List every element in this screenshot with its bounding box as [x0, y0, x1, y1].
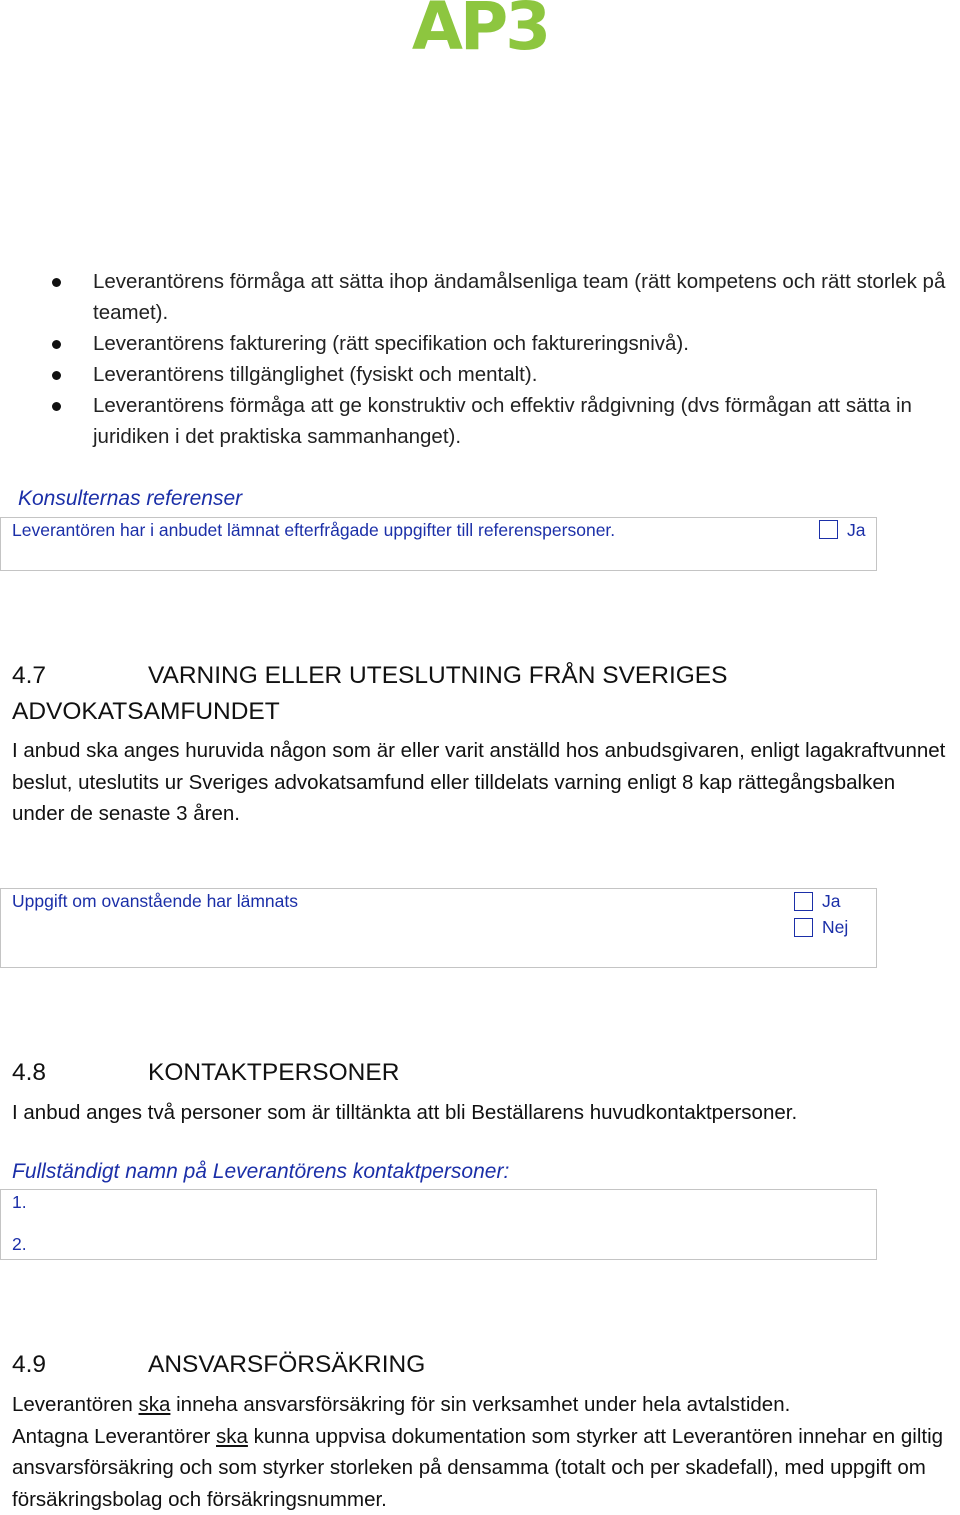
contacts-box: [0, 1189, 877, 1260]
bullet-icon: [52, 340, 61, 349]
references-yes-checkbox[interactable]: [819, 520, 838, 539]
advokatsamfund-no-label: Nej: [822, 917, 848, 938]
section-number: 4.9: [12, 1347, 148, 1383]
advokatsamfund-no-checkbox[interactable]: [794, 918, 813, 937]
bullet-icon: [52, 278, 61, 287]
list-item: Leverantörens tillgänglighet (fysiskt och mentalt).: [52, 359, 952, 390]
section-4-8-body: I anbud anges två personer som är tilltänkta att bli Beställarens huvudkontaktpersoner.: [12, 1097, 952, 1129]
insurance-line-2: Antagna Leverantörer ska kunna uppvisa dokumentation som styrker att Leverantören innehar en giltig ansvarsförsäkring och som styrker storleken på densamma (totalt och per skadefall), med uppgift om försäkringsbolag och försäkringsnummer.: [12, 1421, 952, 1515]
section-title: KONTAKTPERSONER: [148, 1059, 399, 1086]
references-heading: Konsulternas referenser: [18, 487, 242, 511]
references-yes-label: Ja: [847, 520, 865, 541]
section-number: 4.8: [12, 1055, 148, 1091]
contacts-subheading: Fullständigt namn på Leverantörens kontaktpersoner:: [12, 1160, 509, 1184]
advokatsamfund-label: Uppgift om ovanstående har lämnats: [12, 891, 298, 912]
contact-1-field[interactable]: 1.: [12, 1192, 27, 1213]
section-title-line1: VARNING ELLER UTESLUTNING FRÅN SVERIGES: [148, 662, 728, 689]
list-item: Leverantörens fakturering (rätt specifikation och faktureringsnivå).: [52, 328, 952, 359]
section-4-9-body: [12, 1389, 952, 1515]
bullet-icon: [52, 402, 61, 411]
insurance-line-1: Leverantören ska inneha ansvarsförsäkring för sin verksamhet under hela avtalstiden.: [12, 1389, 952, 1421]
section-4-8-heading: [12, 1055, 952, 1091]
section-title: ANSVARSFÖRSÄKRING: [148, 1351, 425, 1378]
section-4-7-heading: [12, 658, 952, 730]
list-item: Leverantörens förmåga att sätta ihop ändamålsenliga team (rätt kompetens och rätt storlek på teamet).: [52, 266, 952, 328]
section-title-line2: ADVOKATSAMFUNDET: [12, 698, 280, 725]
bullet-icon: [52, 371, 61, 380]
advokatsamfund-yes-label: Ja: [822, 891, 840, 912]
contact-2-field[interactable]: 2.: [12, 1234, 27, 1255]
list-item: Leverantörens förmåga att ge konstruktiv och effektiv rådgivning (dvs förmågan att sätta in juridiken i det praktiska sammanhanget).: [52, 390, 952, 452]
section-number: 4.7: [12, 658, 148, 694]
advokatsamfund-yes-checkbox[interactable]: [794, 892, 813, 911]
section-4-7-body: I anbud ska anges huruvida någon som är eller varit anställd hos anbudsgivaren, enligt lagakraftvunnet beslut, uteslutits ur Sveriges advokatsamfund eller tilldelats varning enligt 8 kap rättegångsbalken under de senaste 3 åren.: [12, 735, 952, 830]
criteria-list: [52, 266, 952, 452]
references-statement: Leverantören har i anbudet lämnat efterfrågade uppgifter till referenspersoner.: [12, 520, 615, 541]
section-4-9-heading: [12, 1347, 952, 1383]
ap3-logo: AP3: [0, 0, 960, 60]
